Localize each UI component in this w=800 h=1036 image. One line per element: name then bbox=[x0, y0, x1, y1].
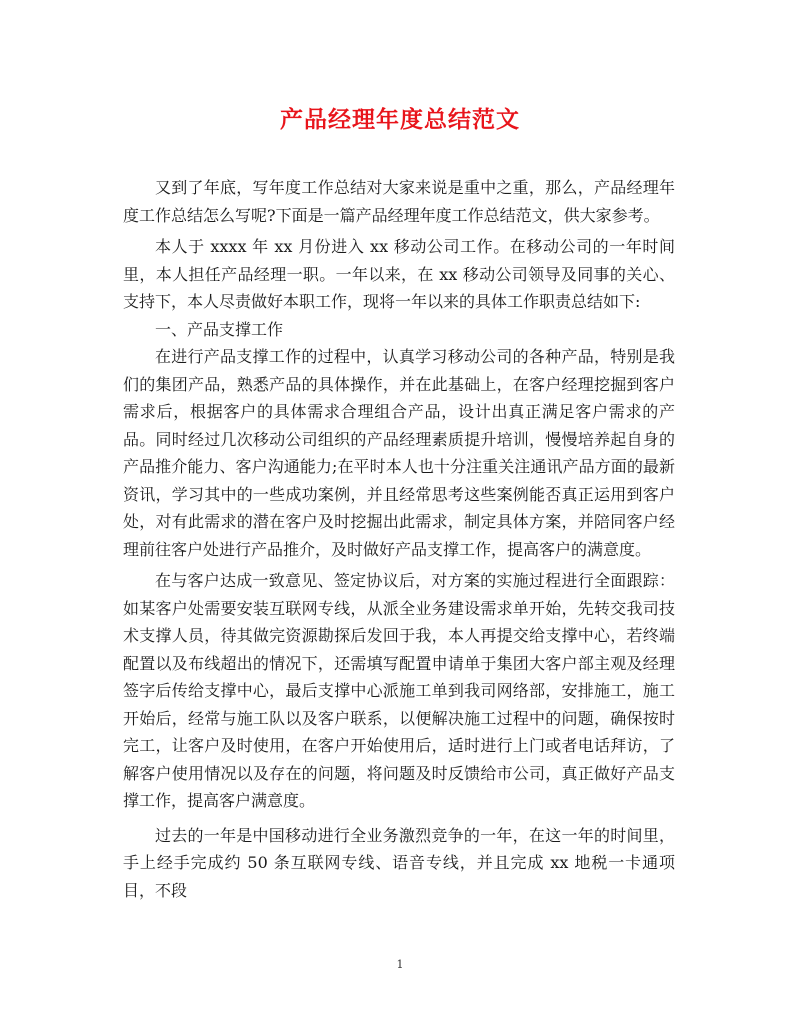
paragraph-implementation: 在与客户达成一致意见、签定协议后，对方案的实施过程进行全面跟踪：如某客户处需要安装互联网专线，从派全业务建设需求单开始，先转交我司技术支撑人员，待其做完资源勘探后发回于我，本人再提交给支撑中心，若终端配置以及布线超出的情况下，还需填写配置申请单于集团大客户部主观及经理签字后传给支撑中心，最后支撑中心派施工单到我司网络部，安排施工，施工开始后，经常与施工队以及客户联系，以便解决施工过程中的问题，确保按时完工，让客户及时使用，在客户开始使用后，适时进行上门或者电话拜访，了解客户使用情况以及存在的问题，将问题及时反馈给市公司，真正做好产品支撑工作，提高客户满意度。 bbox=[123, 571, 675, 810]
document-title: 产品经理年度总结范文 bbox=[280, 106, 520, 133]
paragraph-past-year: 过去的一年是中国移动进行全业务激烈竞争的一年，在这一年的时间里，手上经手完成约 50 条互联网专线、语音专线，并且完成 xx 地税一卡通项目，不段 bbox=[123, 825, 675, 900]
paragraph-intro: 又到了年底，写年度工作总结对大家来说是重中之重，那么，产品经理年度工作总结怎么写呢?下面是一篇产品经理年度工作总结范文，供大家参考。 bbox=[123, 178, 675, 225]
paragraph-background: 本人于 xxxx 年 xx 月份进入 xx 移动公司工作。在移动公司的一年时间里，本人担任产品经理一职。一年以来，在 xx 移动公司领导及同事的关心、支持下，本人尽责做好本职工作，现将一年以来的具体工作职责总结如下: bbox=[123, 237, 675, 311]
page-number: 1 bbox=[396, 958, 404, 971]
paragraph-product-support: 在进行产品支撑工作的过程中，认真学习移动公司的各种产品，特别是我们的集团产品，熟悉产品的具体操作，并在此基础上，在客户经理挖掘到客户需求后，根据客户的具体需求合理组合产品，设计出真正满足客户需求的产品。同时经过几次移动公司组织的产品经理素质提升培训，慢慢培养起自身的产品推介能力、客户沟通能力;在平时本人也十分注重关注通讯产品方面的最新资讯，学习其中的一些成功案例，并且经常思考这些案例能否真正运用到客户处，对有此需求的潜在客户及时挖掘出此需求，制定具体方案，并陪同客户经理前往客户处进行产品推介，及时做好产品支撑工作，提高客户的满意度。 bbox=[123, 347, 675, 559]
section-heading-product-support: 一、产品支撑工作 bbox=[155, 319, 284, 339]
document-body bbox=[123, 174, 675, 904]
